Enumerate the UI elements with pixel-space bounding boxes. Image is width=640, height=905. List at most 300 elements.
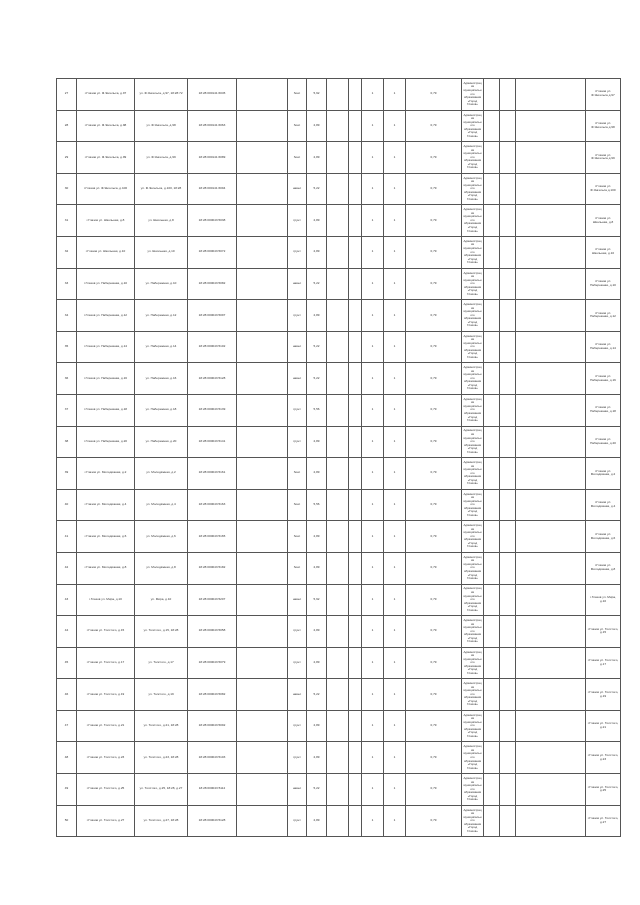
row-number: 46 bbox=[57, 679, 77, 711]
location-cell: г.Глазов ул. Молодёжная, д.8 bbox=[77, 552, 135, 584]
empty-cell bbox=[500, 300, 516, 332]
empty-cell bbox=[516, 268, 586, 300]
empty-cell bbox=[327, 616, 349, 648]
area-cell: 5,22 bbox=[307, 363, 327, 395]
area-cell: 5,22 bbox=[307, 679, 327, 711]
cadastral-number-cell: 18:28:000043:5128 bbox=[188, 805, 237, 837]
empty-cell bbox=[516, 805, 586, 837]
coefficient-cell: 0,79 bbox=[406, 552, 462, 584]
table-row bbox=[57, 679, 621, 711]
location-cell-2: г.Глазов ул. Молодёжная, д.4 bbox=[586, 489, 621, 521]
empty-cell bbox=[327, 426, 349, 458]
location-cell: г.Глазов ул. Толстого, д.25 bbox=[77, 774, 135, 806]
cadastral-number-cell: 18:28:000043:5082 bbox=[188, 679, 237, 711]
empty-cell bbox=[516, 173, 586, 205]
empty-cell bbox=[500, 774, 516, 806]
address-cell: ул. Мира, д.10 bbox=[135, 584, 188, 616]
location-cell: г.Глазов ул. Ф.Энгельса, д.97 bbox=[77, 79, 135, 111]
location-cell: г.Глазов ул. Толстого, д.27 bbox=[77, 805, 135, 837]
empty-cell bbox=[484, 300, 500, 332]
type-cell: навес bbox=[288, 173, 307, 205]
coefficient-cell: 0,79 bbox=[406, 268, 462, 300]
coefficient-cell: 0,79 bbox=[406, 236, 462, 268]
row-number: 37 bbox=[57, 394, 77, 426]
empty-cell bbox=[516, 394, 586, 426]
empty-cell bbox=[484, 521, 500, 553]
address-cell: ул. Молодёжная, д.2 bbox=[135, 458, 188, 490]
type-cell: грунт bbox=[288, 710, 307, 742]
location-cell: г.Глазов ул. Набережная, д.18 bbox=[77, 394, 135, 426]
address-cell: ул. Ф.Энгельса, д.100, 18:28 bbox=[135, 173, 188, 205]
empty-cell bbox=[500, 521, 516, 553]
coefficient-cell: 0,79 bbox=[406, 363, 462, 395]
row-number: 45 bbox=[57, 647, 77, 679]
location-cell: г.Глазов ул. Школьная, д.8 bbox=[77, 205, 135, 237]
address-cell: ул. Молодёжная, д.6 bbox=[135, 521, 188, 553]
empty-cell bbox=[500, 426, 516, 458]
count-cell: 1 bbox=[384, 710, 406, 742]
type-cell: грунт bbox=[288, 805, 307, 837]
empty-cell bbox=[237, 394, 288, 426]
empty-cell bbox=[237, 679, 288, 711]
row-number: 39 bbox=[57, 458, 77, 490]
row-number: 30 bbox=[57, 173, 77, 205]
empty-cell bbox=[349, 584, 362, 616]
empty-cell bbox=[237, 489, 288, 521]
empty-cell bbox=[349, 142, 362, 174]
table-row bbox=[57, 331, 621, 363]
empty-cell bbox=[484, 616, 500, 648]
empty-cell bbox=[349, 679, 362, 711]
address-cell: ул. Ф.Энгельса, д.98 bbox=[135, 110, 188, 142]
owner-cell: Администрация муниципального образования «Город Глазов» bbox=[462, 173, 484, 205]
row-number: 29 bbox=[57, 142, 77, 174]
location-cell: г.Глазов ул. Молодёжная, д.2 bbox=[77, 458, 135, 490]
cadastral-number-cell: 18:28:000043:5082 bbox=[188, 268, 237, 300]
empty-cell bbox=[237, 584, 288, 616]
empty-cell bbox=[349, 79, 362, 111]
empty-cell bbox=[349, 489, 362, 521]
empty-cell bbox=[484, 426, 500, 458]
count-cell: 1 bbox=[362, 268, 384, 300]
address-cell: ул. Толстого, д.21, 18:28 bbox=[135, 710, 188, 742]
empty-cell bbox=[484, 458, 500, 490]
address-cell: ул. Ф.Энгельса, д.99 bbox=[135, 142, 188, 174]
empty-cell bbox=[516, 742, 586, 774]
count-cell: 1 bbox=[362, 363, 384, 395]
area-cell: 2,89 bbox=[307, 458, 327, 490]
count-cell: 1 bbox=[362, 679, 384, 711]
empty-cell bbox=[237, 363, 288, 395]
empty-cell bbox=[516, 584, 586, 616]
empty-cell bbox=[349, 236, 362, 268]
location-cell: г.Глазов ул. Набережная, д.10 bbox=[77, 268, 135, 300]
count-cell: 1 bbox=[362, 331, 384, 363]
empty-cell bbox=[500, 805, 516, 837]
empty-cell bbox=[237, 774, 288, 806]
empty-cell bbox=[484, 394, 500, 426]
cadastral-number-cell: 18:28:000043:5092 bbox=[188, 710, 237, 742]
owner-cell: Администрация муниципального образования «Город Глазов» bbox=[462, 584, 484, 616]
location-cell-2: г.Глазов ул. Ф.Энгельса д.100 bbox=[586, 173, 621, 205]
count-cell: 1 bbox=[384, 679, 406, 711]
owner-cell: Администрация муниципального образования «Город Глазов» bbox=[462, 142, 484, 174]
empty-cell bbox=[484, 110, 500, 142]
empty-cell bbox=[500, 710, 516, 742]
empty-cell bbox=[349, 521, 362, 553]
empty-cell bbox=[349, 742, 362, 774]
type-cell: навес bbox=[288, 363, 307, 395]
cadastral-number-cell: 18:28:000043:5139 bbox=[188, 394, 237, 426]
location-cell: г.Глазов ул. Толстого, д.23 bbox=[77, 742, 135, 774]
area-cell: 2,89 bbox=[307, 647, 327, 679]
type-cell: бокс bbox=[288, 458, 307, 490]
count-cell: 1 bbox=[362, 805, 384, 837]
location-cell-2: г.Глазов ул. Толстого, д.23 bbox=[586, 742, 621, 774]
owner-cell: Администрация муниципального образования «Город Глазов» bbox=[462, 489, 484, 521]
table-row bbox=[57, 552, 621, 584]
cadastral-number-cell: 18:28:000043:5079 bbox=[188, 647, 237, 679]
empty-cell bbox=[237, 142, 288, 174]
empty-cell bbox=[349, 710, 362, 742]
area-cell: 2,89 bbox=[307, 205, 327, 237]
location-cell: г.Глазов ул. Ф.Энгельса, д.98 bbox=[77, 110, 135, 142]
cadastral-number-cell: 18:28:000141:6089 bbox=[188, 142, 237, 174]
coefficient-cell: 0,79 bbox=[406, 458, 462, 490]
owner-cell: Администрация муниципального образования «Город Глазов» bbox=[462, 268, 484, 300]
table-row bbox=[57, 394, 621, 426]
coefficient-cell: 0,79 bbox=[406, 489, 462, 521]
area-cell: 5,22 bbox=[307, 331, 327, 363]
count-cell: 1 bbox=[362, 426, 384, 458]
location-cell-2: г.Глазов ул. Толстого, д.25 bbox=[586, 774, 621, 806]
count-cell: 1 bbox=[362, 142, 384, 174]
count-cell: 1 bbox=[362, 205, 384, 237]
coefficient-cell: 0,79 bbox=[406, 79, 462, 111]
owner-cell: Администрация муниципального образования «Город Глазов» bbox=[462, 110, 484, 142]
count-cell: 1 bbox=[362, 742, 384, 774]
empty-cell bbox=[327, 489, 349, 521]
count-cell: 1 bbox=[362, 647, 384, 679]
empty-cell bbox=[500, 742, 516, 774]
address-cell: ул. Ф.Энгельса, д.97, 18:28:72 bbox=[135, 79, 188, 111]
empty-cell bbox=[500, 331, 516, 363]
empty-cell bbox=[349, 268, 362, 300]
area-cell: 2,89 bbox=[307, 426, 327, 458]
location-cell: г.Глазов ул. Толстого, д.15 bbox=[77, 616, 135, 648]
empty-cell bbox=[349, 426, 362, 458]
empty-cell bbox=[484, 268, 500, 300]
empty-cell bbox=[237, 710, 288, 742]
coefficient-cell: 0,79 bbox=[406, 142, 462, 174]
address-cell: ул. Школьная, д.10 bbox=[135, 236, 188, 268]
location-cell-2: г.Глазов ул. Ф.Энгельса д.99 bbox=[586, 142, 621, 174]
area-cell: 2,89 bbox=[307, 616, 327, 648]
count-cell: 1 bbox=[362, 710, 384, 742]
type-cell: бокс bbox=[288, 521, 307, 553]
address-cell: ул. Набережная, д.18 bbox=[135, 394, 188, 426]
owner-cell: Администрация муниципального образования «Город Глазов» bbox=[462, 521, 484, 553]
location-cell-2: г.Глазов ул. Толстого, д.19 bbox=[586, 679, 621, 711]
owner-cell: Администрация муниципального образования «Город Глазов» bbox=[462, 774, 484, 806]
address-cell: ул. Толстого, д.25, 18:28, д.27 bbox=[135, 774, 188, 806]
table-row bbox=[57, 647, 621, 679]
empty-cell bbox=[349, 647, 362, 679]
count-cell: 1 bbox=[362, 774, 384, 806]
coefficient-cell: 0,79 bbox=[406, 774, 462, 806]
empty-cell bbox=[237, 521, 288, 553]
empty-cell bbox=[237, 79, 288, 111]
empty-cell bbox=[500, 584, 516, 616]
empty-cell bbox=[327, 363, 349, 395]
empty-cell bbox=[516, 110, 586, 142]
count-cell: 1 bbox=[384, 742, 406, 774]
empty-cell bbox=[327, 236, 349, 268]
empty-cell bbox=[237, 331, 288, 363]
area-cell: 2,89 bbox=[307, 142, 327, 174]
area-cell: 5,22 bbox=[307, 774, 327, 806]
location-cell-2: г.Глазов ул. Набережная, д.18 bbox=[586, 394, 621, 426]
empty-cell bbox=[484, 647, 500, 679]
empty-cell bbox=[484, 774, 500, 806]
empty-cell bbox=[237, 268, 288, 300]
address-cell: ул. Школьная, д.8 bbox=[135, 205, 188, 237]
empty-cell bbox=[500, 205, 516, 237]
table-row bbox=[57, 584, 621, 616]
location-cell: г.Глазов ул. Набережная, д.12 bbox=[77, 300, 135, 332]
empty-cell bbox=[349, 363, 362, 395]
empty-cell bbox=[327, 110, 349, 142]
owner-cell: Администрация муниципального образования «Город Глазов» bbox=[462, 458, 484, 490]
type-cell: грунт bbox=[288, 647, 307, 679]
empty-cell bbox=[516, 426, 586, 458]
empty-cell bbox=[237, 426, 288, 458]
location-cell-2: г.Глазов ул. Толстого, д.21 bbox=[586, 710, 621, 742]
location-cell-2: г.Глазов ул. Набережная, д.20 bbox=[586, 426, 621, 458]
type-cell: бокс bbox=[288, 142, 307, 174]
empty-cell bbox=[516, 679, 586, 711]
empty-cell bbox=[500, 458, 516, 490]
area-cell: 5,92 bbox=[307, 584, 327, 616]
count-cell: 1 bbox=[384, 110, 406, 142]
address-cell: ул. Толстого, д.27, 18:28 bbox=[135, 805, 188, 837]
count-cell: 1 bbox=[362, 236, 384, 268]
table-row bbox=[57, 173, 621, 205]
empty-cell bbox=[484, 79, 500, 111]
count-cell: 1 bbox=[384, 268, 406, 300]
count-cell: 1 bbox=[384, 205, 406, 237]
cadastral-number-cell: 18:28:000141:6045 bbox=[188, 79, 237, 111]
coefficient-cell: 0,79 bbox=[406, 584, 462, 616]
type-cell: грунт bbox=[288, 205, 307, 237]
row-number: 35 bbox=[57, 331, 77, 363]
area-cell: 2,89 bbox=[307, 110, 327, 142]
empty-cell bbox=[327, 584, 349, 616]
owner-cell: Администрация муниципального образования «Город Глазов» bbox=[462, 394, 484, 426]
type-cell: бокс bbox=[288, 552, 307, 584]
location-cell-2: г.Глазов ул. Набережная, д.14 bbox=[586, 331, 621, 363]
empty-cell bbox=[349, 774, 362, 806]
location-cell-2: г.Глазов ул. Набережная, д.16 bbox=[586, 363, 621, 395]
owner-cell: Администрация муниципального образования «Город Глазов» bbox=[462, 616, 484, 648]
location-cell-2: г.Глазов ул. Школьная, д.10 bbox=[586, 236, 621, 268]
type-cell: бокс bbox=[288, 79, 307, 111]
type-cell: навес bbox=[288, 679, 307, 711]
location-cell: г.Глазов ул. Молодёжная, д.4 bbox=[77, 489, 135, 521]
owner-cell: Администрация муниципального образования «Город Глазов» bbox=[462, 742, 484, 774]
cadastral-number-cell: 18:28:000043:5072 bbox=[188, 236, 237, 268]
count-cell: 1 bbox=[384, 79, 406, 111]
area-cell: 5,56 bbox=[307, 394, 327, 426]
empty-cell bbox=[327, 173, 349, 205]
empty-cell bbox=[349, 205, 362, 237]
type-cell: грунт bbox=[288, 236, 307, 268]
row-number: 41 bbox=[57, 521, 77, 553]
location-cell-2: г.Глазов ул. Толстого, д.17 bbox=[586, 647, 621, 679]
coefficient-cell: 0,79 bbox=[406, 426, 462, 458]
location-cell-2: г.Глазов ул. Набережная, д.12 bbox=[586, 300, 621, 332]
type-cell: навес bbox=[288, 268, 307, 300]
table-row bbox=[57, 300, 621, 332]
type-cell: навес bbox=[288, 584, 307, 616]
cadastral-number-cell: 18:28:000043:5163 bbox=[188, 489, 237, 521]
empty-cell bbox=[516, 552, 586, 584]
address-cell: ул. Толстого, д.23, 18:28 bbox=[135, 742, 188, 774]
cadastral-number-cell: 18:28:000043:5102 bbox=[188, 331, 237, 363]
empty-cell bbox=[237, 805, 288, 837]
empty-cell bbox=[349, 552, 362, 584]
table-row bbox=[57, 79, 621, 111]
empty-cell bbox=[484, 142, 500, 174]
coefficient-cell: 0,79 bbox=[406, 205, 462, 237]
area-cell: 5,92 bbox=[307, 79, 327, 111]
count-cell: 1 bbox=[362, 394, 384, 426]
count-cell: 1 bbox=[384, 426, 406, 458]
row-number: 38 bbox=[57, 426, 77, 458]
empty-cell bbox=[500, 363, 516, 395]
count-cell: 1 bbox=[384, 331, 406, 363]
empty-cell bbox=[237, 110, 288, 142]
type-cell: грунт bbox=[288, 394, 307, 426]
table-row bbox=[57, 805, 621, 837]
count-cell: 1 bbox=[362, 300, 384, 332]
empty-cell bbox=[484, 679, 500, 711]
address-cell: ул. Набережная, д.16 bbox=[135, 363, 188, 395]
location-cell-2: г.Глазов ул. Молодёжная, д.6 bbox=[586, 521, 621, 553]
empty-cell bbox=[484, 805, 500, 837]
table-row bbox=[57, 268, 621, 300]
address-cell: ул. Толстого, д.19 bbox=[135, 679, 188, 711]
count-cell: 1 bbox=[384, 647, 406, 679]
empty-cell bbox=[500, 268, 516, 300]
empty-cell bbox=[349, 805, 362, 837]
count-cell: 1 bbox=[384, 489, 406, 521]
empty-cell bbox=[484, 584, 500, 616]
count-cell: 1 bbox=[362, 552, 384, 584]
cadastral-number-cell: 18:28:000043:5058 bbox=[188, 616, 237, 648]
empty-cell bbox=[349, 173, 362, 205]
location-cell: г.Глазов ул. Молодёжная, д.6 bbox=[77, 521, 135, 553]
empty-cell bbox=[484, 552, 500, 584]
empty-cell bbox=[327, 300, 349, 332]
row-number: 40 bbox=[57, 489, 77, 521]
owner-cell: Администрация муниципального образования «Город Глазов» bbox=[462, 552, 484, 584]
empty-cell bbox=[516, 236, 586, 268]
coefficient-cell: 0,79 bbox=[406, 679, 462, 711]
coefficient-cell: 0,79 bbox=[406, 805, 462, 837]
empty-cell bbox=[516, 79, 586, 111]
empty-cell bbox=[327, 521, 349, 553]
location-cell: г.Глазов ул. Набережная, д.16 bbox=[77, 363, 135, 395]
coefficient-cell: 0,79 bbox=[406, 331, 462, 363]
cadastral-number-cell: 18:28:000043:5112 bbox=[188, 774, 237, 806]
empty-cell bbox=[237, 742, 288, 774]
row-number: 42 bbox=[57, 552, 77, 584]
table-row bbox=[57, 426, 621, 458]
location-cell-2: г.Глазов ул. Молодёжная, д.2 bbox=[586, 458, 621, 490]
count-cell: 1 bbox=[362, 110, 384, 142]
empty-cell bbox=[500, 110, 516, 142]
count-cell: 1 bbox=[384, 142, 406, 174]
empty-cell bbox=[327, 142, 349, 174]
empty-cell bbox=[516, 521, 586, 553]
empty-cell bbox=[500, 616, 516, 648]
table-row bbox=[57, 489, 621, 521]
row-number: 43 bbox=[57, 584, 77, 616]
empty-cell bbox=[500, 79, 516, 111]
coefficient-cell: 0,79 bbox=[406, 300, 462, 332]
empty-cell bbox=[516, 774, 586, 806]
empty-cell bbox=[516, 300, 586, 332]
empty-cell bbox=[237, 300, 288, 332]
type-cell: грунт bbox=[288, 300, 307, 332]
empty-cell bbox=[500, 173, 516, 205]
empty-cell bbox=[500, 647, 516, 679]
cadastral-number-cell: 18:28:000141:6063 bbox=[188, 110, 237, 142]
empty-cell bbox=[327, 79, 349, 111]
empty-cell bbox=[516, 142, 586, 174]
owner-cell: Администрация муниципального образования «Город Глазов» bbox=[462, 647, 484, 679]
location-cell: г.Глазов ул. Набережная, д.20 bbox=[77, 426, 135, 458]
count-cell: 1 bbox=[362, 173, 384, 205]
empty-cell bbox=[237, 236, 288, 268]
cadastral-number-cell: 18:28:000043:5128 bbox=[188, 363, 237, 395]
table-row bbox=[57, 458, 621, 490]
row-number: 47 bbox=[57, 710, 77, 742]
coefficient-cell: 0,79 bbox=[406, 616, 462, 648]
empty-cell bbox=[349, 458, 362, 490]
empty-cell bbox=[327, 679, 349, 711]
row-number: 31 bbox=[57, 205, 77, 237]
count-cell: 1 bbox=[384, 521, 406, 553]
location-cell: г.Глазов ул. Ф.Энгельса, д.100 bbox=[77, 173, 135, 205]
area-cell: 2,89 bbox=[307, 521, 327, 553]
empty-cell bbox=[327, 710, 349, 742]
empty-cell bbox=[516, 710, 586, 742]
cadastral-number-cell: 18:28:000043:5141 bbox=[188, 426, 237, 458]
count-cell: 1 bbox=[362, 458, 384, 490]
empty-cell bbox=[237, 205, 288, 237]
address-cell: ул. Толстого, д.17 bbox=[135, 647, 188, 679]
row-number: 36 bbox=[57, 363, 77, 395]
count-cell: 1 bbox=[384, 805, 406, 837]
row-number: 32 bbox=[57, 236, 77, 268]
coefficient-cell: 0,79 bbox=[406, 742, 462, 774]
empty-cell bbox=[349, 110, 362, 142]
type-cell: бокс bbox=[288, 110, 307, 142]
table-row bbox=[57, 742, 621, 774]
address-cell: ул. Молодёжная, д.4 bbox=[135, 489, 188, 521]
